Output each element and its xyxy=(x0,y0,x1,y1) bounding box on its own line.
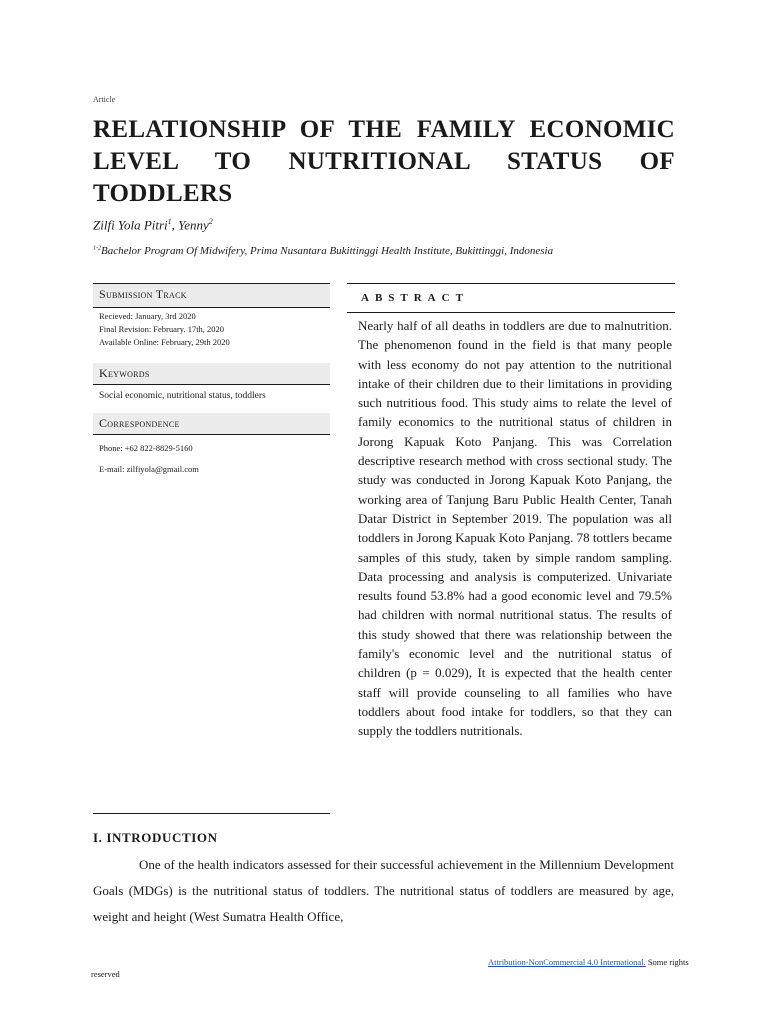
author-separator: , xyxy=(171,217,179,233)
introduction-heading: I. INTRODUCTION xyxy=(93,830,218,845)
title-line-3: TODDLERS xyxy=(93,180,233,207)
affiliation-mark: 1-2 xyxy=(93,245,101,252)
abstract-body: Nearly half of all deaths in toddlers are due to malnutrition. The phenomenon found in the field is that many people with less economy do not pay attention to the nutritional intake of their children due to their limitations in providing such nutritious food. This study aims to relate the level of family economics to the nutritional status of children in Jorong Kapuak Koto Panjang. This was Correlation descriptive research method with cross sectional study. The study was conducted in Jorong Kapuak Koto Panjang, the working area of Tanjung Baru Public Health Center, Tanah Datar District in September 2019. The population was all toddlers in Jorong Kapuak Koto Panjang. 78 tottlers became samples of this study, taken by simple random sampling. Data processing and analysis is computerized. Univariate results found 53.8% had a good economic level and 79.5% had children with normal nutritional status. The results of this study showed that there was relationship between the family's economic level and the nutritional status of children (p = 0.029), It is expected that the health center staff will provide counseling to all families who have toddlers about food intake for toddlers, so that they can supply the toddlers nutritionals. xyxy=(358,318,672,739)
keywords-heading: Keywords xyxy=(93,363,330,385)
author-2-affil-mark: 2 xyxy=(208,217,213,226)
correspondence-phone: Phone: +62 822-8829-5160 xyxy=(99,443,193,453)
abstract-heading-rule xyxy=(347,312,675,313)
correspondence-heading: Correspondence xyxy=(93,413,330,435)
article-info-sidebar xyxy=(93,283,330,487)
article-type-label: Article xyxy=(93,95,116,104)
author-1-name: Zilfi Yola Pitri xyxy=(93,217,168,233)
affiliation-text: Bachelor Program Of Midwifery, Prima Nusantara Bukittinggi Health Institute, Bukittinggi, Indonesia xyxy=(101,245,554,257)
final-revision-date: Final Revision: February. 17th, 2020 xyxy=(99,324,225,334)
author-1-affil-mark: 1 xyxy=(167,217,172,226)
paper-title xyxy=(93,114,675,210)
author-2-name: Yenny xyxy=(178,217,209,233)
submission-track-dates xyxy=(93,308,330,363)
introduction-paragraph: One of the health indicators assessed for their successful achievement in the Millennium Development Goals (MDGs) is the nutritional status of toddlers. The nutritional status of toddlers are measured by age, weight and height (West Sumatra Health Office, xyxy=(93,857,674,924)
license-footer-tail: reserved xyxy=(91,969,120,979)
available-online-date: Available Online: February, 29th 2020 xyxy=(99,337,230,347)
author-list xyxy=(93,217,213,233)
license-footer xyxy=(488,957,689,967)
abstract-heading: ABSTRACT xyxy=(361,292,469,304)
correspondence-details xyxy=(93,435,330,487)
keywords-text: Social economic, nutritional status, toddlers xyxy=(99,391,266,401)
sidebar-bottom-rule xyxy=(93,813,330,814)
title-line-1: RELATIONSHIP OF THE FAMILY ECONOMIC xyxy=(93,116,675,143)
correspondence-email[interactable]: E-mail: zilfiyola@gmail.com xyxy=(99,464,199,474)
license-suffix: Some rights xyxy=(645,957,689,967)
abstract-top-rule xyxy=(347,283,675,284)
affiliation xyxy=(93,245,553,257)
title-line-2: LEVEL TO NUTRITIONAL STATUS OF xyxy=(93,148,675,175)
submission-track-heading: Submission Track xyxy=(93,283,330,308)
received-date: Recieved: January, 3rd 2020 xyxy=(99,311,196,321)
license-link[interactable]: Attribution-NonCommercial 4.0 International. xyxy=(488,957,646,967)
